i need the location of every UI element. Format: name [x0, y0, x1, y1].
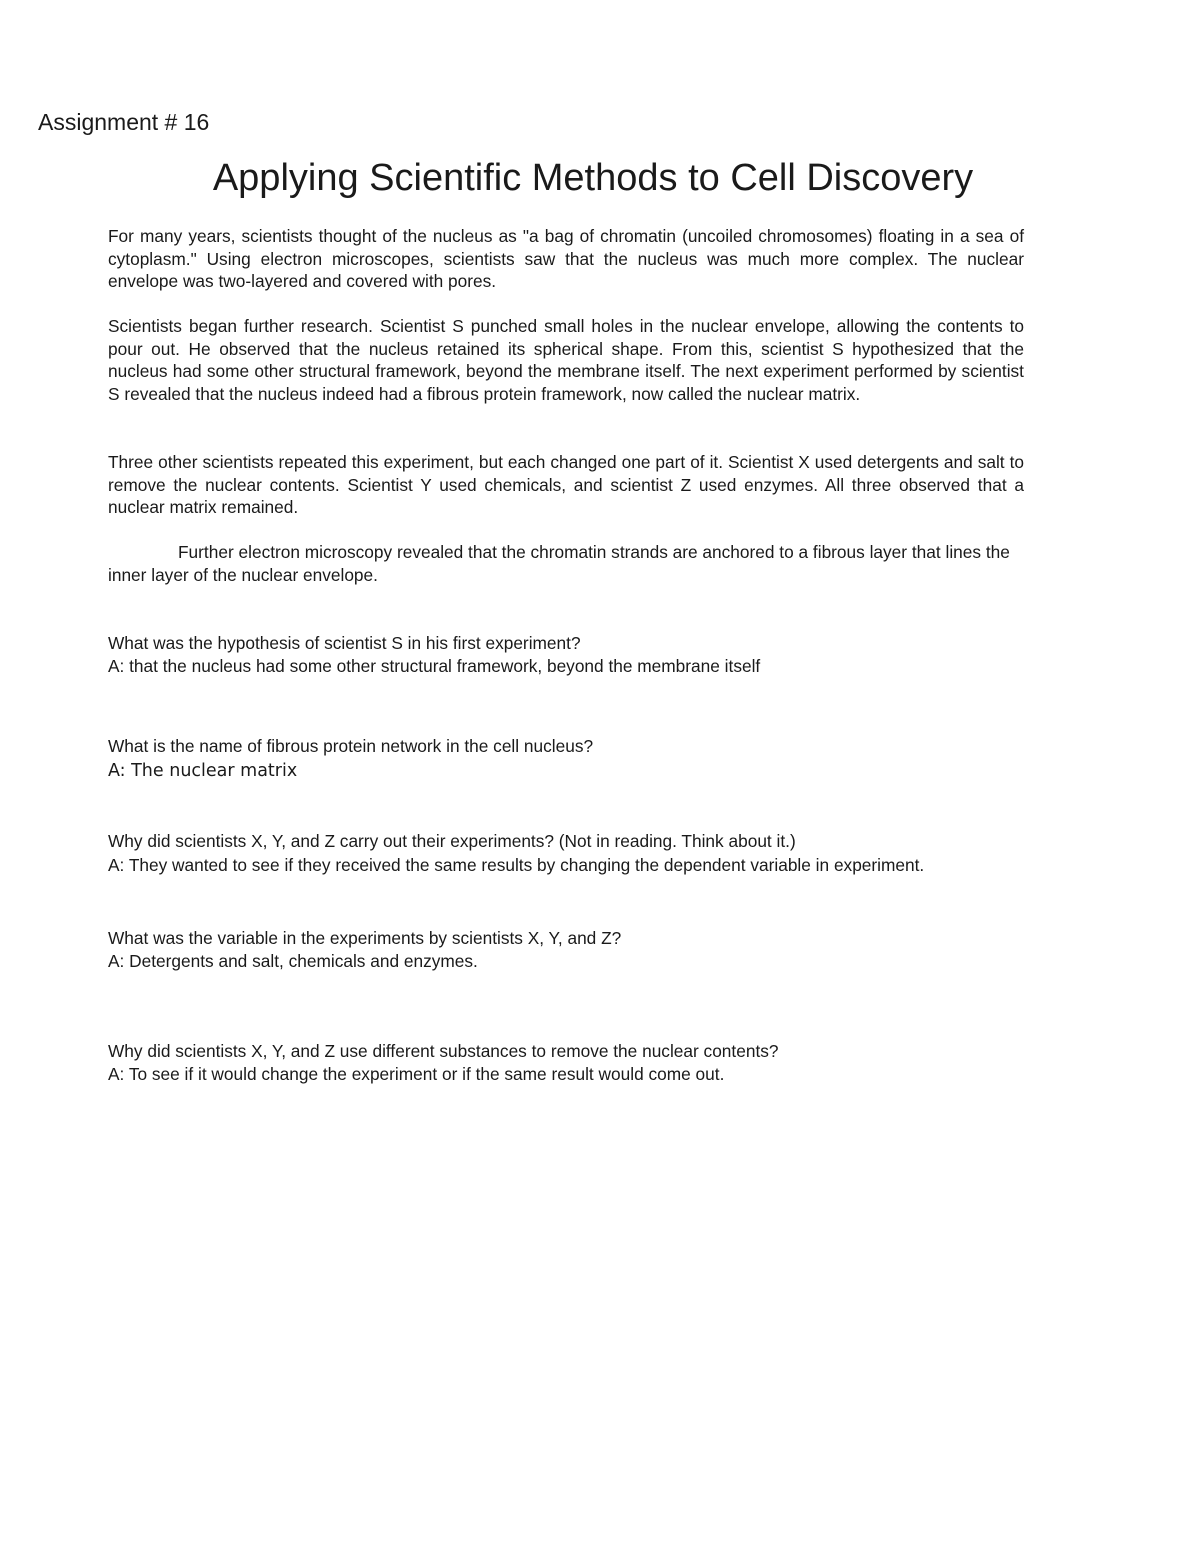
document-title: Applying Scientific Methods to Cell Discovery	[212, 157, 974, 199]
question-text: Why did scientists X, Y, and Z carry out their experiments? (Not in reading. Think about it.)	[108, 831, 796, 851]
question-block	[108, 735, 1024, 784]
answer-text: A: The nuclear matrix	[108, 760, 298, 781]
paragraph-further-microscopy	[108, 541, 1024, 586]
question-text: What is the name of fibrous protein network in the cell nucleus?	[108, 736, 594, 756]
question-text: Why did scientists X, Y, and Z use different substances to remove the nuclear contents?	[108, 1041, 779, 1061]
answer-text: A: To see if it would change the experiment or if the same result would come out.	[108, 1063, 725, 1084]
paragraph-intro: For many years, scientists thought of the nucleus as "a bag of chromatin (uncoiled chromosomes) floating in a sea of cytoplasm." Using electron microscopes, scientists saw that the nucleus was much more complex. The nuclear envelope was two-layered and covered with pores.	[108, 226, 1024, 291]
answer-text: A: Detergents and salt, chemicals and enzymes.	[108, 950, 478, 971]
question-text: What was the hypothesis of scientist S in his first experiment?	[108, 633, 581, 653]
question-block	[108, 1040, 1024, 1085]
answer-text: A: They wanted to see if they received the same results by changing the dependent variable in experiment.	[108, 854, 925, 875]
answer-text: A: that the nucleus had some other structural framework, beyond the membrane itself	[108, 655, 761, 676]
paragraph-further-microscopy-text: Further electron microscopy revealed that the chromatin strands are anchored to a fibrous layer that lines the inner layer of the nuclear envelope.	[108, 542, 1010, 585]
paragraph-scientist-s: Scientists began further research. Scientist S punched small holes in the nuclear envelope, allowing the contents to pour out. He observed that the nucleus retained its spherical shape. From this, scientist S hypothesized that the nucleus had some other structural framework, beyond the membrane itself. The next experiment performed by scientist S revealed that the nucleus indeed had a fibrous protein framework, now called the nuclear matrix.	[108, 316, 1024, 404]
paragraph-scientists-xyz: Three other scientists repeated this experiment, but each changed one part of it. Scientist X used detergents and salt to remove the nuclear contents. Scientist Y used chemicals, and scientist Z used enzymes. All three observed that a nuclear matrix remained.	[108, 452, 1024, 517]
question-text: What was the variable in the experiments by scientists X, Y, and Z?	[108, 928, 622, 948]
question-block	[108, 632, 1024, 677]
question-block	[108, 830, 1024, 878]
question-block	[108, 927, 1024, 972]
assignment-number: Assignment # 16	[38, 109, 210, 135]
